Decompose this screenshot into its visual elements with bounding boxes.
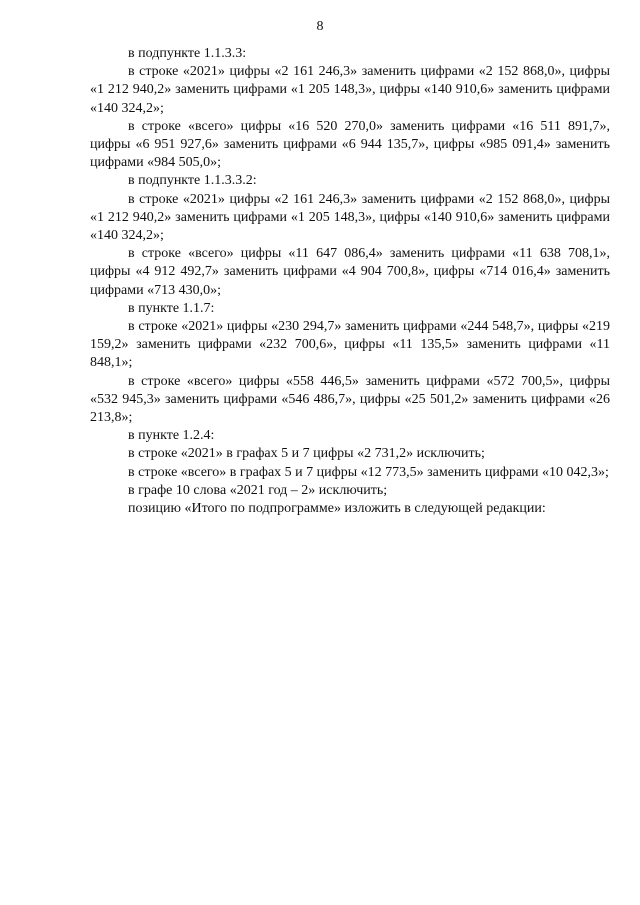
paragraph-row-total: в строке «всего» цифры «16 520 270,0» заменить цифрами «16 511 891,7», цифры «6 951 927,6» заменить цифрами «6 944 135,7», цифры «985 091,4» заменить цифрами «984 505,0»;	[90, 118, 610, 171]
paragraph-total-position: позицию «Итого по подпрограмме» изложить в следующей редакции:	[128, 501, 546, 517]
paragraph-column-10: в графе 10 слова «2021 год – 2» исключить;	[128, 482, 388, 498]
paragraph-clause-1-2-4: в пункте 1.2.4:	[128, 428, 215, 444]
page-number: 8	[316, 19, 324, 34]
paragraph-row-2021: в строке «2021» цифры «230 294,7» заменить цифрами «244 548,7», цифры «219 159,2» заменить цифрами «232 700,6», цифры «11 135,5» заменить цифрами «11 848,1»;	[90, 319, 610, 371]
paragraph-subclause-1-1-3-3: в подпункте 1.1.3.3:	[128, 46, 247, 61]
paragraph-row-total: в строке «всего» цифры «11 647 086,4» заменить цифрами «11 638 708,1», цифры «4 912 492,7» заменить цифрами «4 904 700,8», цифры «714 016,4» заменить цифрами «713 430,0»;	[90, 246, 610, 298]
paragraph-subclause-1-1-3-3-2: в подпункте 1.1.3.3.2:	[128, 173, 257, 189]
paragraph-row-total-columns: в строке «всего» в графах 5 и 7 цифры «12 773,5» заменить цифрами «10 042,3»;	[128, 464, 609, 480]
paragraph-row-total: в строке «всего» цифры «558 446,5» заменить цифрами «572 700,5», цифры «532 945,3» заменить цифрами «546 486,7», цифры «25 501,2» заменить цифрами «26 213,8»;	[90, 373, 610, 426]
document-body	[90, 45, 610, 518]
paragraph-clause-1-1-7: в пункте 1.1.7:	[128, 300, 215, 316]
paragraph-row-2021: в строке «2021» цифры «2 161 246,3» заменить цифрами «2 152 868,0», цифры «1 212 940,2» заменить цифрами «1 205 148,3», цифры «140 910,6» заменить цифрами «140 324,2»;	[90, 64, 610, 116]
paragraph-row-2021: в строке «2021» цифры «2 161 246,3» заменить цифрами «2 152 868,0», цифры «1 212 940,2» заменить цифрами «1 205 148,3», цифры «140 910,6» заменить цифрами «140 324,2»;	[90, 191, 610, 244]
paragraph-row-2021-columns: в строке «2021» в графах 5 и 7 цифры «2 731,2» исключить;	[128, 446, 485, 462]
